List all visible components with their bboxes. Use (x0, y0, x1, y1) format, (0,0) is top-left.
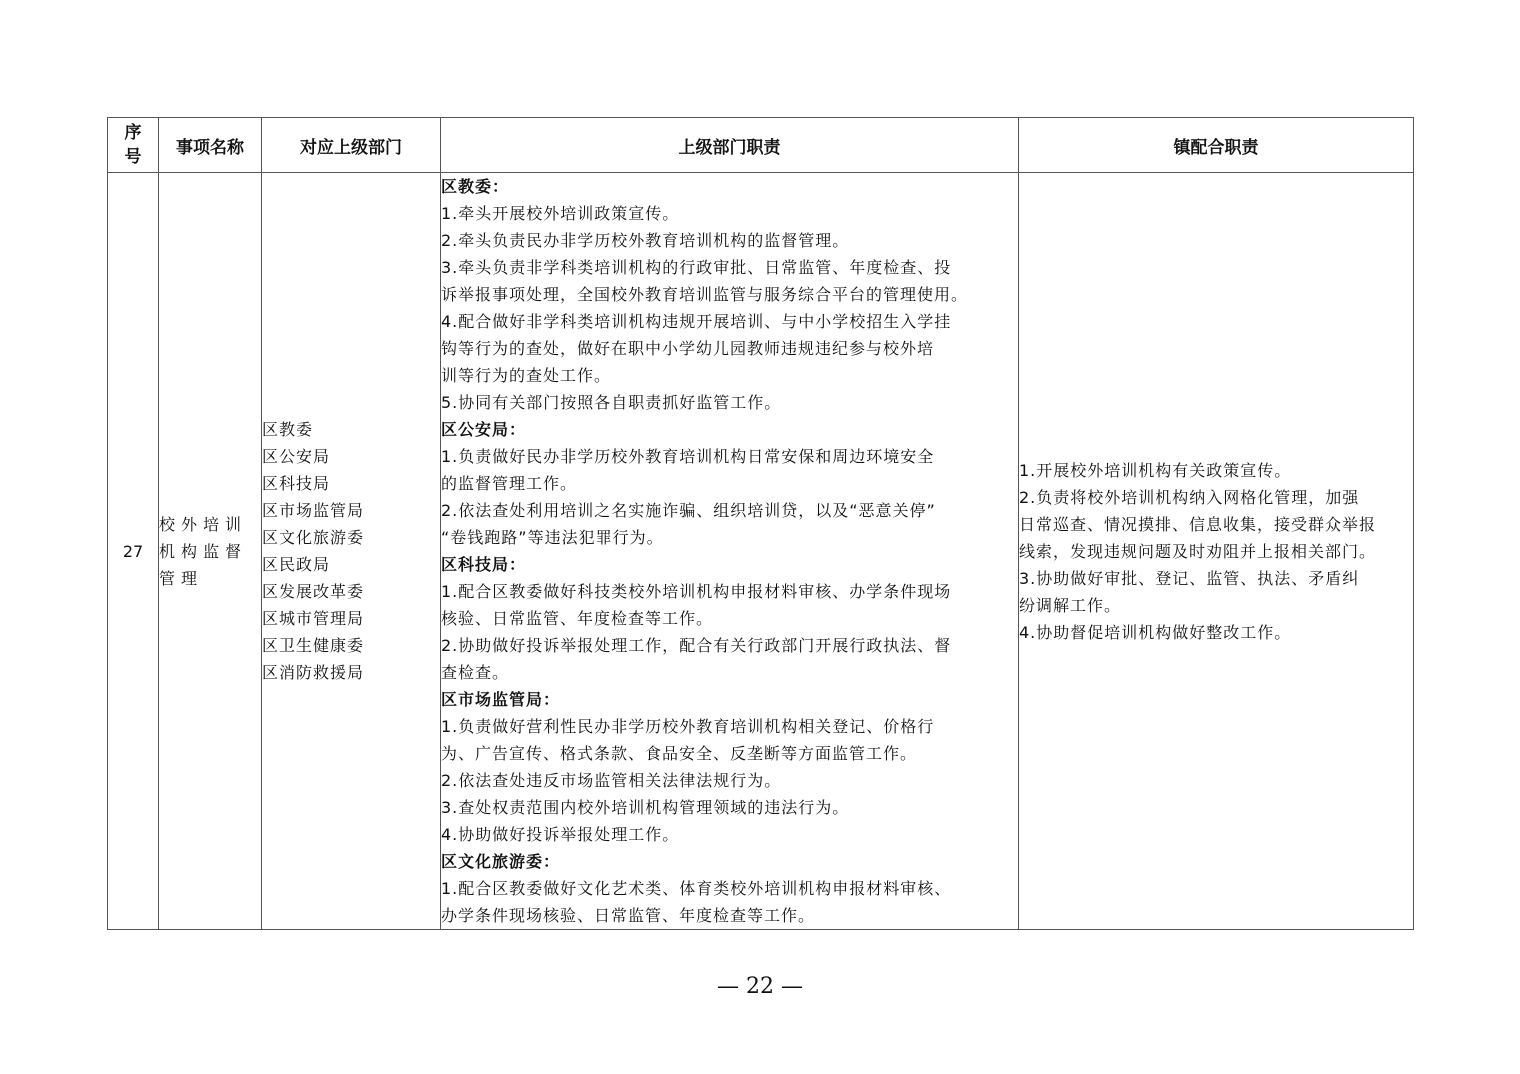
item-name-line: 管理 (159, 568, 204, 588)
duty-line: 办学条件现场核验、日常监管、年度检查等工作。 (441, 906, 816, 925)
page-number: — 22 — (717, 974, 803, 999)
header-seq-line-2: 号 (124, 147, 142, 167)
department-item: 区卫生健康委 (262, 636, 365, 655)
item-name-line: 机构监督 (159, 541, 248, 561)
duty-line: 1.牵头开展校外培训政策宣传。 (441, 204, 680, 223)
department-item: 区城市管理局 (262, 609, 365, 628)
duty-section-heading: 区市场监管局： (441, 690, 561, 709)
superior-duty-cell (441, 173, 1019, 930)
department-item: 区发展改革委 (262, 582, 365, 601)
duty-section-heading: 区公安局： (441, 420, 527, 439)
item-name-line: 校外培训 (159, 514, 248, 534)
town-duty-line: 2.负责将校外培训机构纳入网格化管理，加强 (1019, 487, 1360, 507)
department-item: 区文化旅游委 (262, 528, 365, 547)
duty-line: 1.配合区教委做好文化艺术类、体育类校外培训机构申报材料审核、 (441, 879, 952, 898)
duty-line: 3.查处权责范围内校外培训机构管理领域的违法行为。 (441, 798, 850, 817)
duty-section-culture-tourism (441, 848, 1018, 929)
header-seq-line-1: 序 (124, 123, 142, 143)
duty-line: “卷钱跑路”等违法犯罪行为。 (441, 528, 664, 547)
duty-section-heading: 区教委： (441, 177, 510, 196)
town-duty-line: 线索，发现违规问题及时劝阻并上报相关部门。 (1019, 541, 1377, 561)
department-item: 区市场监管局 (262, 501, 365, 520)
duty-line: 钩等行为的查处，做好在职中小学幼儿园教师违规违纪参与校外培 (441, 339, 935, 358)
duty-line: 2.依法查处违反市场监管相关法律法规行为。 (441, 771, 782, 790)
header-superior-dept: 对应上级部门 (262, 118, 441, 173)
duty-section-public-security (441, 416, 1018, 551)
duty-line: 1.配合区教委做好科技类校外培训机构申报材料审核、办学条件现场 (441, 582, 952, 601)
duty-line: 训等行为的查处工作。 (441, 366, 612, 385)
department-item: 区教委 (262, 420, 314, 439)
duty-table (107, 117, 1414, 930)
seq-number: 27 (108, 173, 159, 930)
duty-section-heading: 区科技局： (441, 555, 527, 574)
department-item: 区公安局 (262, 447, 331, 466)
duty-line: 1.负责做好民办非学历校外教育培训机构日常安保和周边环境安全 (441, 447, 935, 466)
item-name-cell (159, 173, 262, 930)
town-duty-line: 日常巡查、情况摸排、信息收集，接受群众举报 (1019, 514, 1377, 534)
town-duty-line: 1.开展校外培训机构有关政策宣传。 (1019, 460, 1292, 480)
duty-line: 5.协同有关部门按照各自职责抓好监管工作。 (441, 393, 782, 412)
duty-line: 2.依法查处利用培训之名实施诈骗、组织培训贷，以及“恶意关停” (441, 501, 936, 520)
department-item: 区消防救援局 (262, 663, 365, 682)
header-superior-duty: 上级部门职责 (441, 118, 1019, 173)
duty-line: 2.牵头负责民办非学历校外教育培训机构的监督管理。 (441, 231, 850, 250)
duty-section-market-regulation (441, 686, 1018, 848)
town-duty-cell (1019, 173, 1414, 930)
header-row (108, 118, 1414, 173)
duty-line: 查检查。 (441, 663, 510, 682)
duty-line: 1.负责做好营利性民办非学历校外教育培训机构相关登记、价格行 (441, 717, 935, 736)
town-duty-line: 4.协助督促培训机构做好整改工作。 (1019, 622, 1292, 642)
duty-line: 诉举报事项处理，全国校外教育培训监管与服务综合平台的管理使用。 (441, 285, 969, 304)
department-item: 区科技局 (262, 474, 331, 493)
town-duty-line: 纷调解工作。 (1019, 595, 1122, 615)
department-item: 区民政局 (262, 555, 331, 574)
town-duty-line: 3.协助做好审批、登记、监管、执法、矛盾纠 (1019, 568, 1360, 588)
duty-section-education (441, 173, 1018, 416)
duty-line: 4.配合做好非学科类培训机构违规开展培训、与中小学校招生入学挂 (441, 312, 952, 331)
table-row (108, 173, 1414, 930)
header-item-name: 事项名称 (159, 118, 262, 173)
duty-line: 为、广告宣传、格式条款、食品安全、反垄断等方面监管工作。 (441, 744, 918, 763)
duty-line: 3.牵头负责非学科类培训机构的行政审批、日常监管、年度检查、投 (441, 258, 952, 277)
header-seq (108, 118, 159, 173)
duty-line: 的监督管理工作。 (441, 474, 578, 493)
duty-section-science (441, 551, 1018, 686)
duty-line: 2.协助做好投诉举报处理工作，配合有关行政部门开展行政执法、督 (441, 636, 952, 655)
department-list-cell (262, 173, 441, 930)
header-town-duty: 镇配合职责 (1019, 118, 1414, 173)
duty-section-heading: 区文化旅游委： (441, 852, 561, 871)
duty-line: 4.协助做好投诉举报处理工作。 (441, 825, 680, 844)
duty-line: 核验、日常监管、年度检查等工作。 (441, 609, 714, 628)
